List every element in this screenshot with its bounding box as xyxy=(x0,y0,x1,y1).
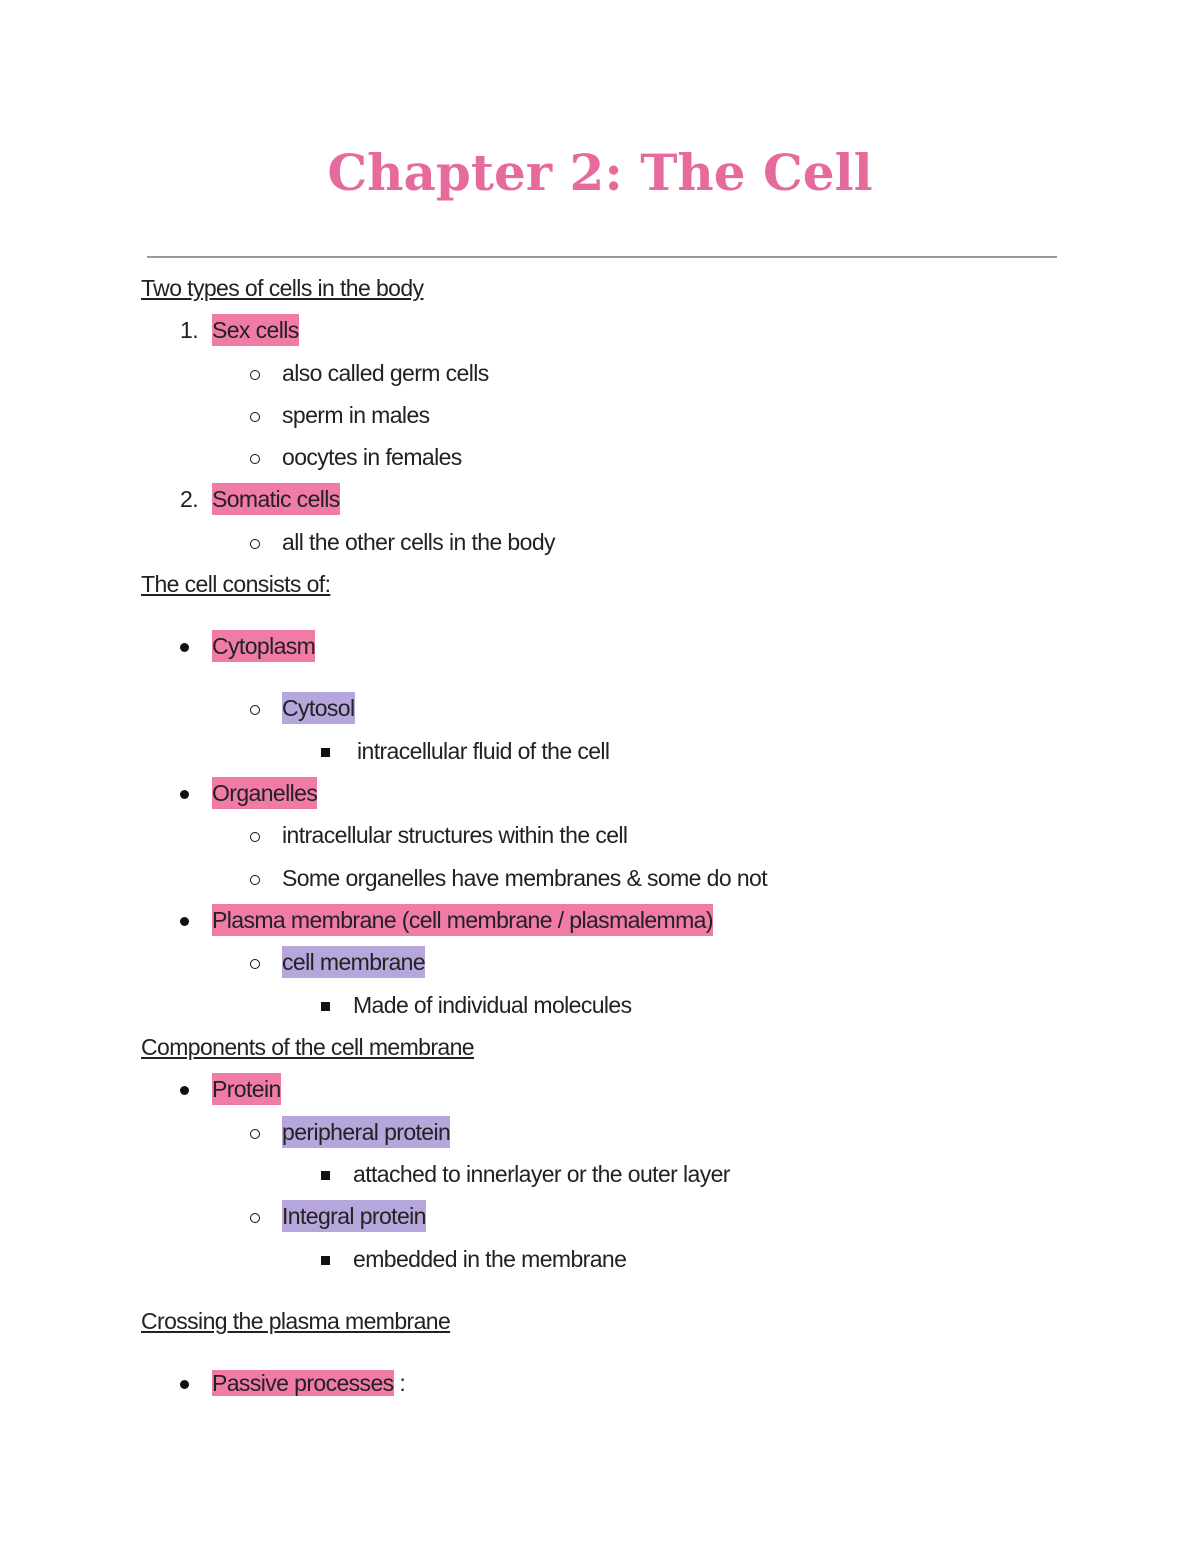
colon-text: : xyxy=(393,1370,406,1396)
list-item xyxy=(0,1243,1200,1275)
highlight-cytosol: Cytosol xyxy=(282,692,355,724)
highlight-cell-membrane: cell membrane xyxy=(282,946,425,978)
highlight-somatic-cells: Somatic cells xyxy=(212,483,340,515)
list-item-text: oocytes in females xyxy=(282,444,462,470)
highlight-integral-protein: Integral protein xyxy=(282,1200,426,1232)
list-item-integral-protein xyxy=(0,1200,1200,1232)
list-item-text: attached to innerlayer or the outer layer xyxy=(353,1161,730,1187)
passive-processes-line xyxy=(212,1367,405,1399)
circle-bullet-icon xyxy=(247,1116,263,1148)
highlight-cytoplasm: Cytoplasm xyxy=(212,630,315,662)
disc-bullet-icon xyxy=(178,1073,190,1105)
circle-bullet-icon xyxy=(247,441,263,473)
square-bullet-icon xyxy=(318,989,332,1021)
list-item xyxy=(0,862,1200,894)
highlight-passive-processes: Passive processes xyxy=(212,1370,394,1396)
square-bullet-icon xyxy=(318,735,332,767)
list-item-cytosol xyxy=(0,692,1200,724)
circle-bullet-icon xyxy=(247,357,263,389)
list-item-text: sperm in males xyxy=(282,402,430,428)
circle-bullet-icon xyxy=(247,399,263,431)
disc-bullet-icon xyxy=(178,1367,190,1399)
list-item-cytoplasm xyxy=(0,630,1200,662)
disc-bullet-icon xyxy=(178,630,190,662)
list-item-cell-membrane xyxy=(0,946,1200,978)
section-heading-cell-types: Two types of cells in the body xyxy=(141,275,424,301)
page-title: Chapter 2: The Cell xyxy=(327,143,873,202)
list-item xyxy=(0,526,1200,558)
disc-bullet-icon xyxy=(178,904,190,936)
list-item-organelles xyxy=(0,777,1200,809)
highlight-peripheral-protein: peripheral protein xyxy=(282,1116,450,1148)
highlight-plasma-membrane: Plasma membrane (cell membrane / plasmalemma) xyxy=(212,904,713,936)
list-item xyxy=(0,441,1200,473)
circle-bullet-icon xyxy=(247,862,263,894)
list-item xyxy=(0,989,1200,1021)
list-item-text: intracellular structures within the cell xyxy=(282,822,628,848)
disc-bullet-icon xyxy=(178,777,190,809)
section-heading-crossing: Crossing the plasma membrane xyxy=(141,1308,451,1334)
list-item xyxy=(0,357,1200,389)
list-item xyxy=(0,1158,1200,1190)
list-item-sex-cells xyxy=(0,314,1200,346)
highlight-organelles: Organelles xyxy=(212,777,317,809)
list-item xyxy=(0,399,1200,431)
circle-bullet-icon xyxy=(247,526,263,558)
list-number: 2. xyxy=(180,486,198,512)
circle-bullet-icon xyxy=(247,946,263,978)
list-item-somatic-cells xyxy=(0,483,1200,515)
list-item-text: all the other cells in the body xyxy=(282,529,555,555)
section-heading-components: Components of the cell membrane xyxy=(141,1034,474,1060)
highlight-protein: Protein xyxy=(212,1073,281,1105)
highlight-sex-cells: Sex cells xyxy=(212,314,299,346)
list-item xyxy=(0,735,1200,767)
section-heading-cell-consists: The cell consists of: xyxy=(141,571,331,597)
list-item-text: intracellular fluid of the cell xyxy=(357,738,610,764)
list-number: 1. xyxy=(180,317,198,343)
circle-bullet-icon xyxy=(247,819,263,851)
circle-bullet-icon xyxy=(247,692,263,724)
circle-bullet-icon xyxy=(247,1200,263,1232)
list-item-text: Made of individual molecules xyxy=(353,992,632,1018)
list-item-passive-processes xyxy=(0,1367,1200,1399)
list-item-plasma-membrane xyxy=(0,904,1200,936)
list-item-peripheral-protein xyxy=(0,1116,1200,1148)
square-bullet-icon xyxy=(318,1243,332,1275)
list-item-text: Some organelles have membranes & some do not xyxy=(282,865,767,891)
list-item-text: embedded in the membrane xyxy=(353,1246,627,1272)
list-item-text: also called germ cells xyxy=(282,360,489,386)
title-divider xyxy=(147,256,1057,258)
list-item xyxy=(0,819,1200,851)
square-bullet-icon xyxy=(318,1158,332,1190)
list-item-protein xyxy=(0,1073,1200,1105)
